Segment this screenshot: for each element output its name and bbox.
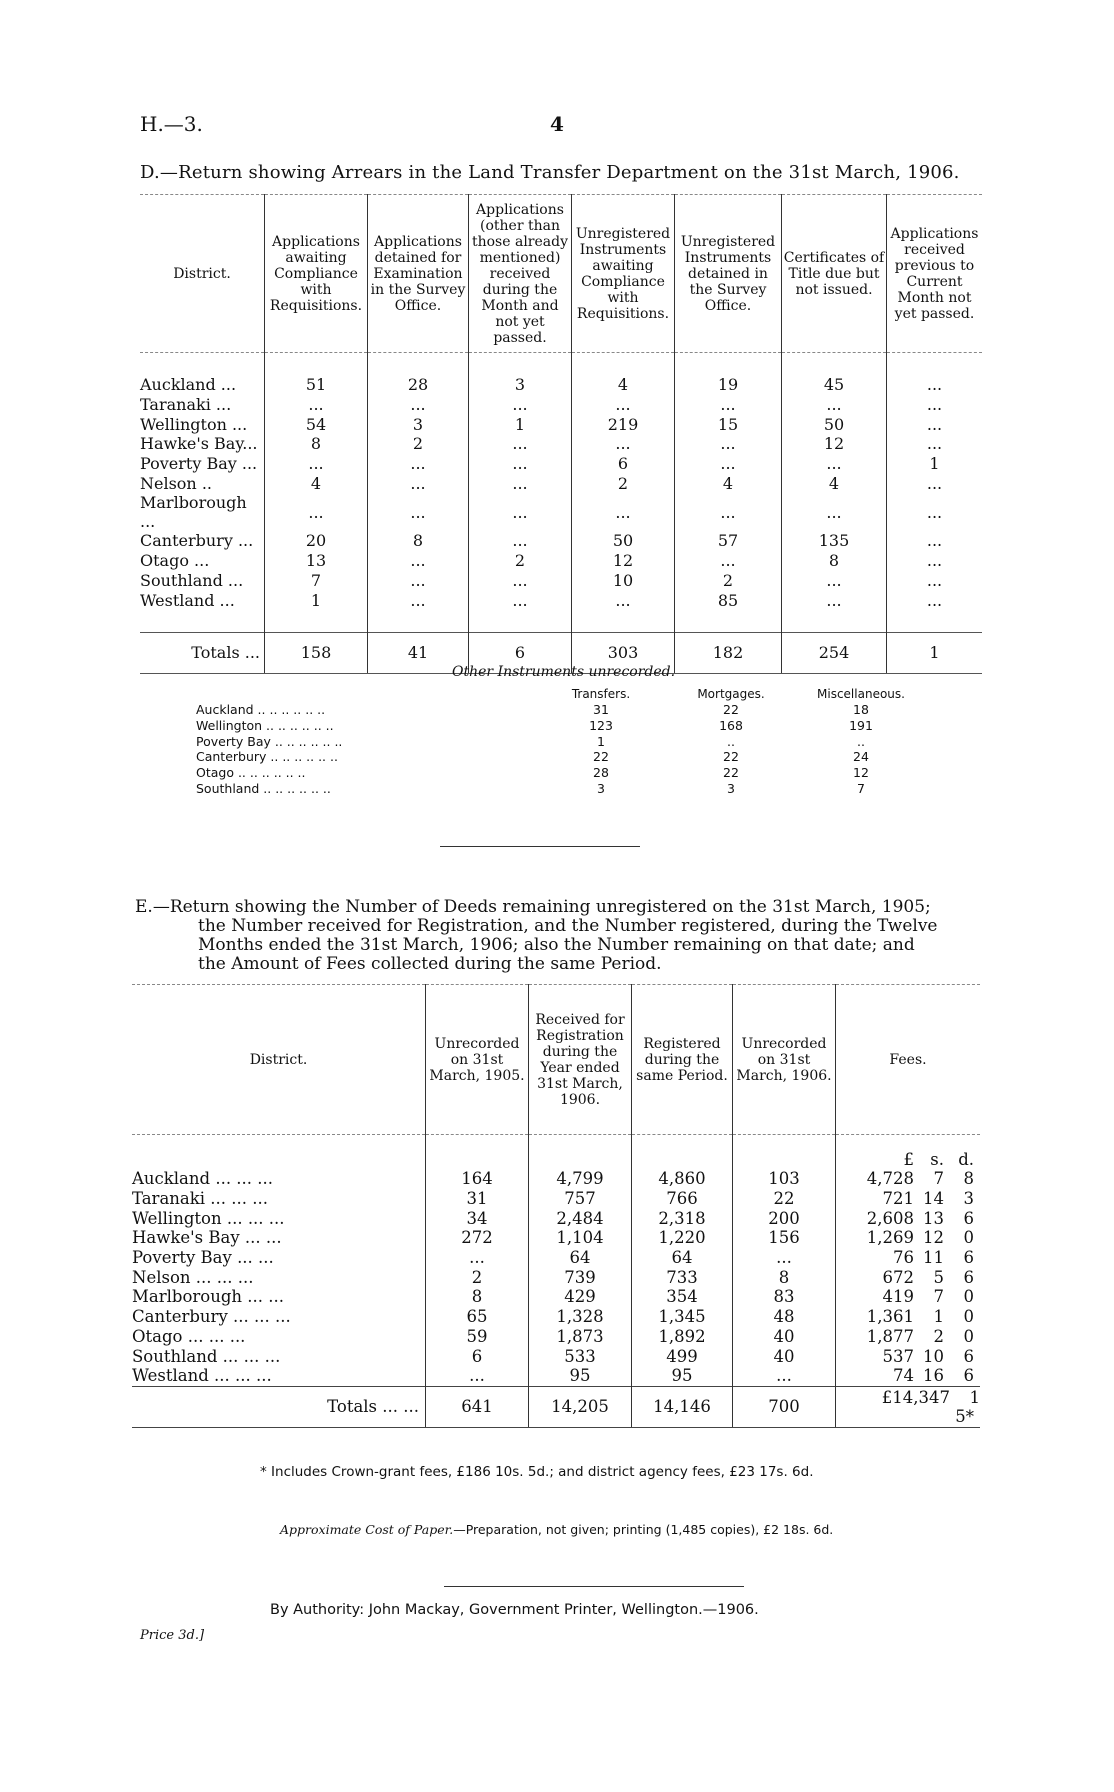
section-divider — [440, 846, 640, 847]
return-e-header-row — [132, 985, 980, 1135]
return-e-table — [132, 984, 980, 1428]
table-row: Poverty Bay ... ... ... 64 64 ... 76 11 6 — [132, 1248, 980, 1268]
column-header: District. — [173, 265, 231, 282]
return-e-title-line: the Amount of Fees collected during the same Period. — [198, 954, 662, 974]
table-row: Westland ... 1 ... ... ... 85 ... ... — [140, 590, 982, 610]
table-row: Auckland ... ... ... 164 4,799 4,860 103 4,728 7 8 — [132, 1169, 980, 1189]
table-row: Otago .. .. .. .. .. .. 28 22 12 — [196, 765, 869, 781]
column-header: Applications detained for Examination in the Survey Office. — [368, 195, 469, 353]
return-e-title-line: the Number received for Registration, and the Number registered, during the Twelve — [198, 916, 938, 936]
table-row: Canterbury ... ... ... 65 1,328 1,345 48 1,361 1 0 — [132, 1307, 980, 1327]
table-row: Marlborough ... ... ... ... ... ... ... ... — [140, 493, 982, 531]
table-row: Taranaki ... ... ... 31 757 766 22 721 14 3 — [132, 1189, 980, 1209]
printer-authority: By Authority: John Mackay, Government Printer, Wellington.—1906. — [270, 1602, 759, 1618]
table-row: Nelson .. 4 ... ... 2 4 4 ... — [140, 473, 982, 493]
column-header: District. — [249, 1051, 308, 1068]
other-instruments-table — [196, 686, 926, 796]
price: Price 3d.] — [140, 1628, 205, 1643]
column-header: Mortgages. — [697, 687, 765, 701]
column-header: Unrecorded on 31st March, 1906. — [733, 985, 836, 1135]
return-d-table — [140, 194, 982, 674]
table-row: Nelson ... ... ... 2 739 733 8 672 5 6 — [132, 1267, 980, 1287]
column-header: Applications received previous to Current Month not yet passed. — [887, 195, 983, 353]
section-divider — [444, 1586, 744, 1587]
page-number: 4 — [550, 112, 564, 136]
column-header: Unrecorded on 31st March, 1905. — [426, 985, 529, 1135]
return-e-title-line: Months ended the 31st March, 1906; also the Number remaining on that date; and — [198, 935, 915, 955]
table-row: Auckland ... 51 28 3 4 19 45 ... — [140, 375, 982, 395]
table-row: Canterbury .. .. .. .. .. .. 22 22 24 — [196, 749, 869, 765]
table-row: Poverty Bay .. .. .. .. .. .. 1 .. .. — [196, 733, 865, 749]
totals-row: Totals ... 158 41 6 303 182 254 1 — [140, 632, 982, 673]
table-row: Otago ... 13 ... 2 12 ... 8 ... — [140, 551, 982, 571]
table-row: Westland ... ... ... ... 95 95 ... 74 16 6 — [132, 1366, 980, 1386]
table-row: Southland ... ... ... 6 533 499 40 537 10 6 — [132, 1346, 980, 1366]
paper-cost-text: —Preparation, not given; printing (1,485 copies), £2 18s. 6d. — [453, 1522, 834, 1537]
return-d-title: D.—Return showing Arrears in the Land Transfer Department on the 31st March, 1906. — [140, 162, 960, 183]
return-e-title — [135, 898, 985, 974]
document-reference: H.—3. — [140, 112, 203, 136]
table-row: Auckland .. .. .. .. .. .. 31 22 18 — [196, 702, 869, 718]
table-row: Canterbury ... 20 8 ... 50 57 135 ... — [140, 531, 982, 551]
table-row: Wellington ... 54 3 1 219 15 50 ... — [140, 414, 982, 434]
column-header: Certificates of Title due but not issued. — [782, 195, 887, 353]
column-header: Fees. — [836, 985, 981, 1135]
return-e-title-line: E.—Return showing the Number of Deeds remaining unregistered on the 31st March, 1905; — [135, 897, 931, 917]
table-row: Marlborough ... ... 8 429 354 83 419 7 0 — [132, 1287, 980, 1307]
other-instruments-title: Other Instruments unrecorded. — [452, 664, 676, 680]
column-header: Unregistered Instruments detained in the Survey Office. — [675, 195, 782, 353]
table-row: Southland .. .. .. .. .. .. 3 3 7 — [196, 780, 865, 796]
column-header: Applications (other than those already mentioned) received during the Month and not yet passed. — [469, 195, 572, 353]
other-instruments-header-row — [196, 686, 926, 702]
column-header: Received for Registration during the Year ended 31st March, 1906. — [529, 985, 632, 1135]
table-row: Taranaki ... ... ... ... ... ... ... ... — [140, 395, 982, 415]
column-header: Transfers. — [571, 687, 631, 701]
paper-cost-label: Approximate Cost of Paper. — [280, 1522, 454, 1537]
table-row: Hawke's Bay ... ... 272 1,104 1,220 156 1,269 12 0 — [132, 1228, 980, 1248]
column-header: Miscellaneous. — [817, 687, 905, 701]
column-header: Unregistered Instruments awaiting Compliance with Requisitions. — [572, 195, 675, 353]
table-row: Wellington .. .. .. .. .. .. 123 168 191 — [196, 718, 873, 734]
fee-units-row: £ s. d. — [132, 1135, 980, 1170]
footnote: * Includes Crown-grant fees, £186 10s. 5d.; and district agency fees, £23 17s. 6d. — [260, 1464, 814, 1480]
totals-row: Totals ... ... 641 14,205 14,146 700 £14,347 15* — [132, 1386, 980, 1427]
column-header: Applications awaiting Compliance with Requisitions. — [265, 195, 368, 353]
table-row: Hawke's Bay... 8 2 ... ... ... 12 ... — [140, 434, 982, 454]
column-header: Registered during the same Period. — [632, 985, 733, 1135]
table-row: Otago ... ... ... 59 1,873 1,892 40 1,877 2 0 — [132, 1327, 980, 1347]
table-row: Poverty Bay ... ... ... ... 6 ... ... 1 — [140, 454, 982, 474]
table-row: Southland ... 7 ... ... 10 2 ... ... — [140, 571, 982, 591]
paper-cost-note — [280, 1522, 833, 1537]
return-d-header-row — [140, 195, 982, 353]
table-row: Wellington ... ... ... 34 2,484 2,318 200 2,608 13 6 — [132, 1208, 980, 1228]
